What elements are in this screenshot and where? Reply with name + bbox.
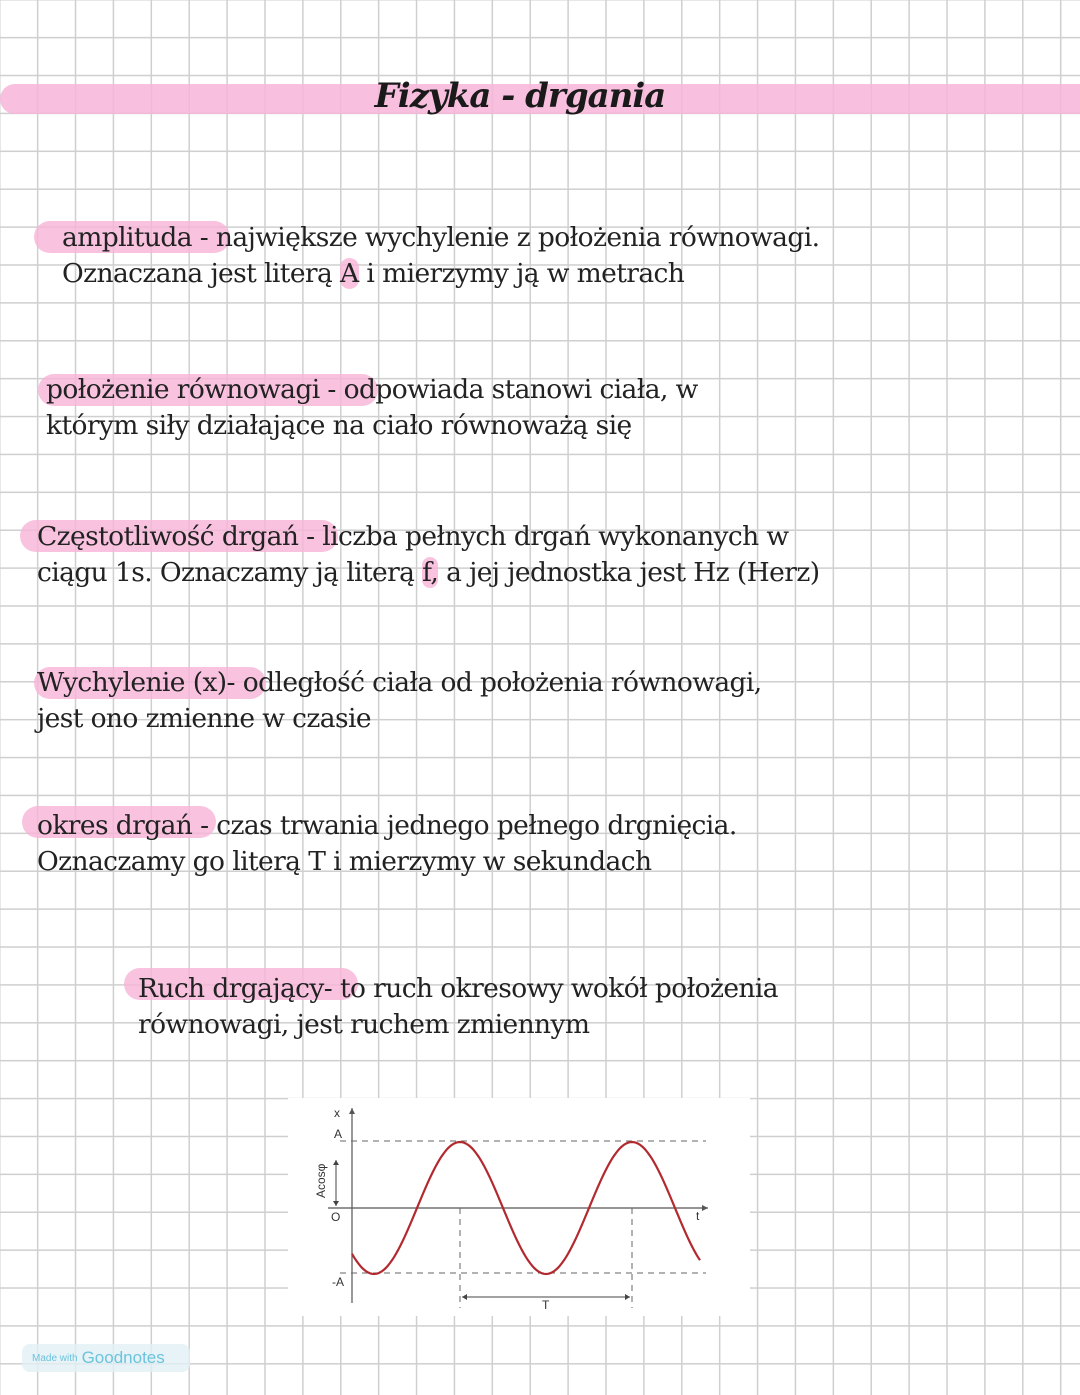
goodnotes-badge: Made with Goodnotes bbox=[22, 1344, 190, 1372]
origin-label: O bbox=[331, 1210, 341, 1224]
definition-displacement: Wychylenie (x)- odległość ciała od położenia równowagi, jest ono zmienne w czasie bbox=[37, 667, 762, 734]
t-axis-label: t bbox=[696, 1209, 700, 1223]
definition-oscillation: Ruch drgający- to ruch okresowy wokół położenia równowagi, jest ruchem zmiennym bbox=[138, 973, 778, 1040]
period-label: T bbox=[542, 1298, 550, 1312]
neg-amplitude-label: -A bbox=[332, 1275, 344, 1289]
page-title: Fizyka - drgania bbox=[374, 76, 666, 116]
definition-amplitude: amplituda - największe wychylenie z położenia równowagi. Oznaczana jest literą A i mierzymy ją w metrach bbox=[62, 222, 820, 289]
oscillation-graph bbox=[288, 1098, 750, 1316]
phase-label: Acosφ bbox=[314, 1163, 328, 1198]
definition-equilibrium: położenie równowagi - odpowiada stanowi ciała, w którym siły działające na ciało równoważą się bbox=[46, 374, 698, 441]
x-axis-label: x bbox=[334, 1106, 340, 1120]
definition-frequency: Częstotliwość drgań - liczba pełnych drgań wykonanych w ciągu 1s. Oznaczamy ją literą f, a jej jednostka jest Hz (Herz) bbox=[37, 521, 820, 588]
definition-period: okres drgań - czas trwania jednego pełnego drgnięcia. Oznaczamy go literą T i mierzymy w sekundach bbox=[37, 810, 737, 877]
amplitude-label: A bbox=[334, 1127, 343, 1141]
